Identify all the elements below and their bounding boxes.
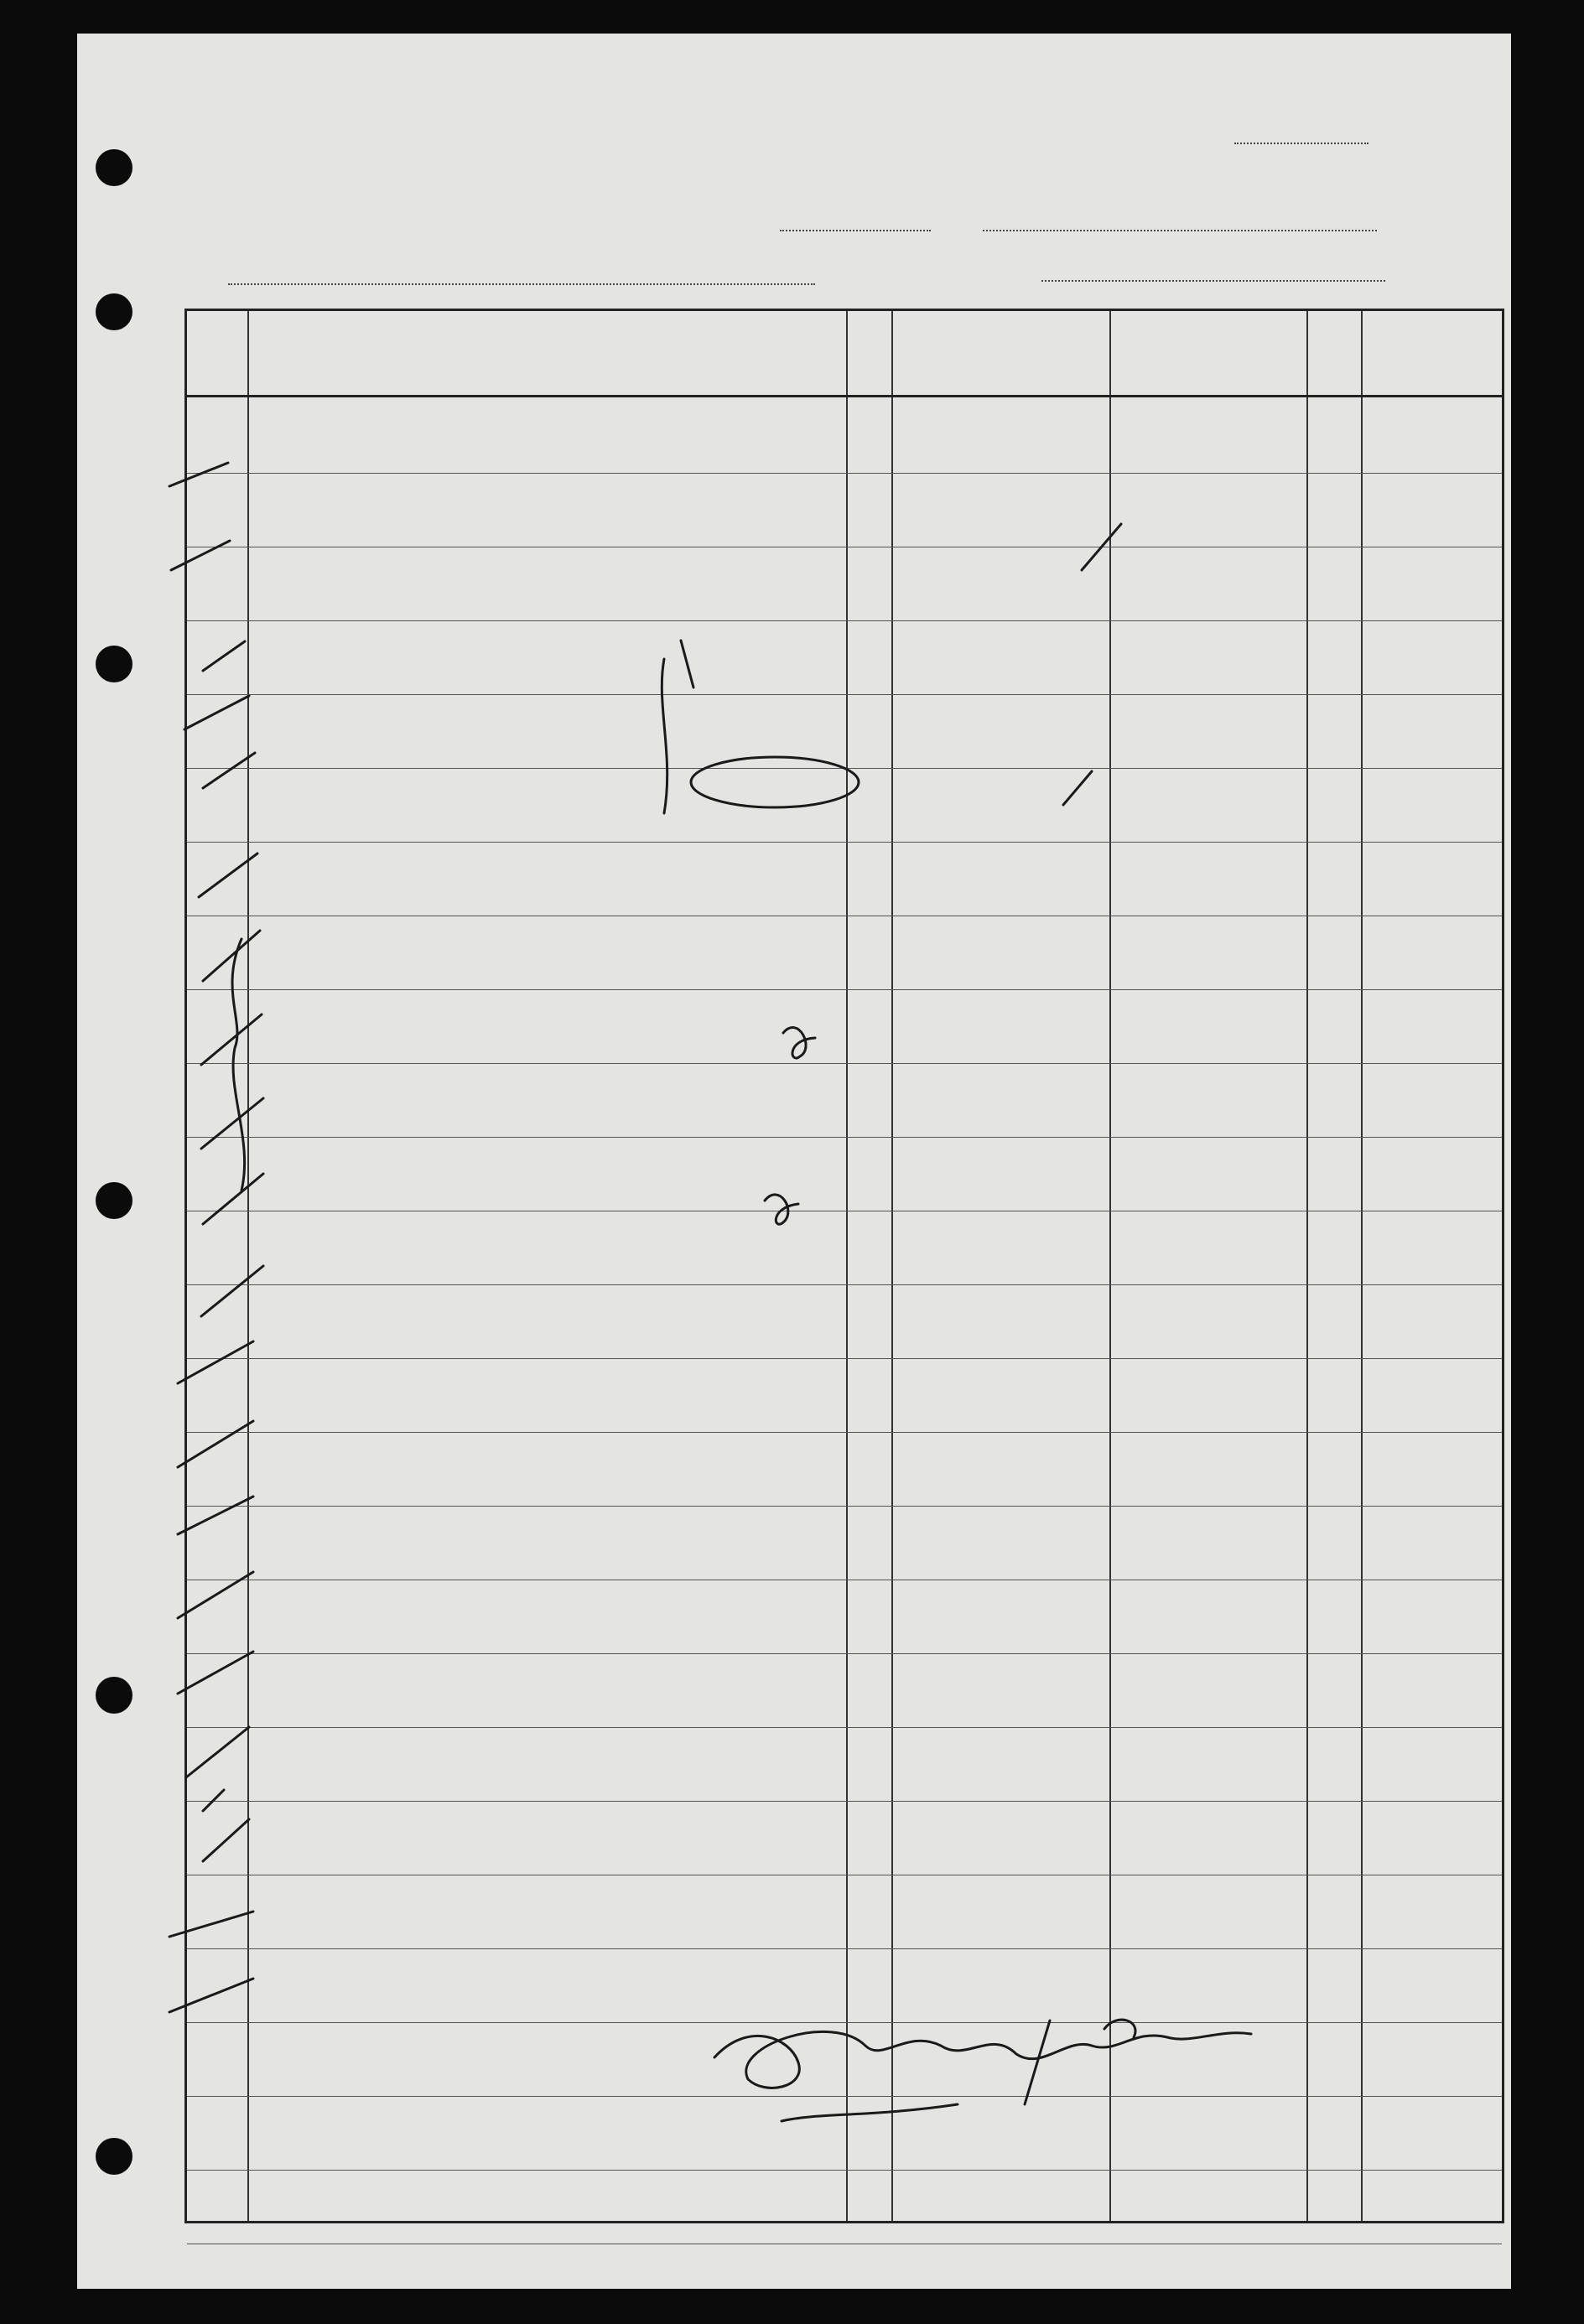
- manifest-sheet: [77, 34, 1511, 2289]
- handwritten-marks: [77, 34, 1511, 2289]
